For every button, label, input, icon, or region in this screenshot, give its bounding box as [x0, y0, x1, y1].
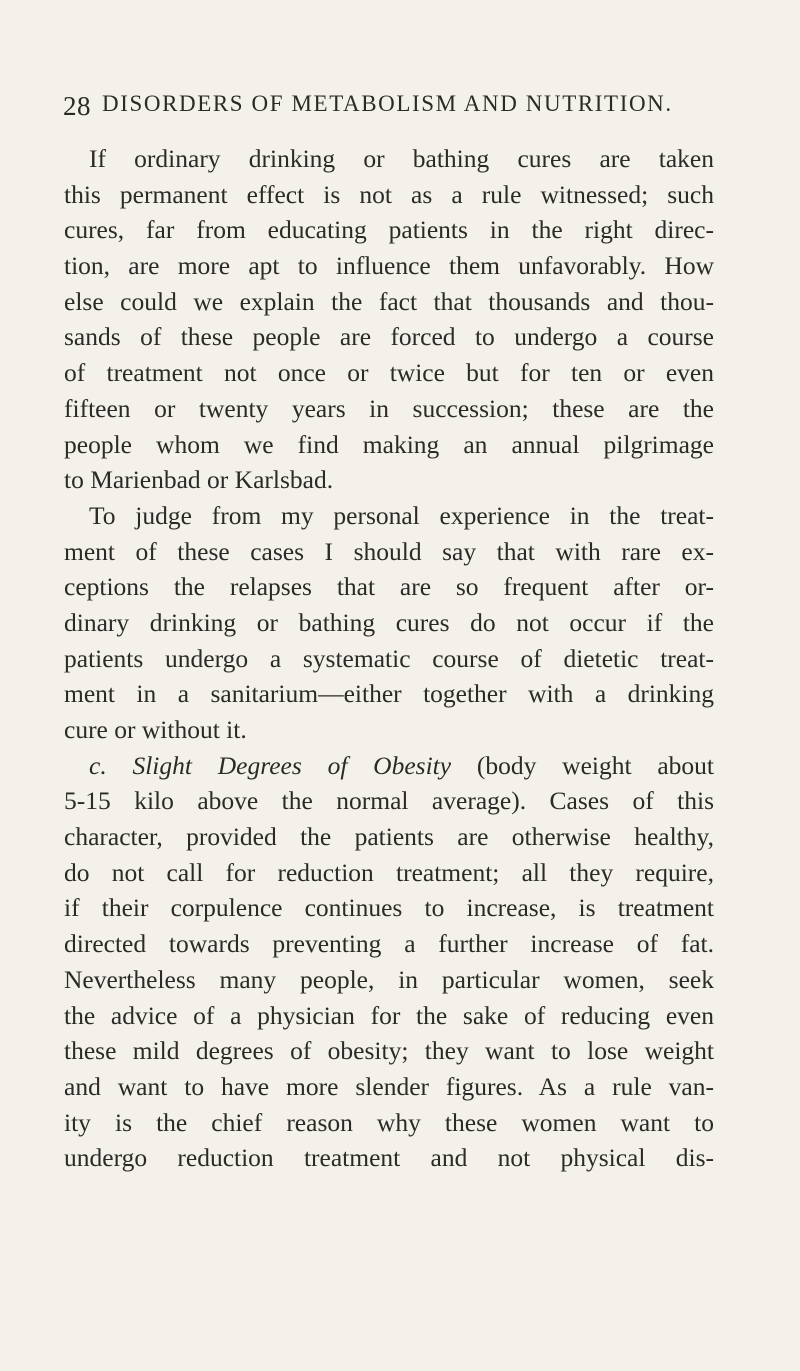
- running-head: [63, 91, 703, 127]
- text-line: patients undergo a systematic course of dietetic treat-: [64, 643, 714, 673]
- section-heading-line: [64, 748, 714, 784]
- running-head-title: DISORDERS OF METABOLISM AND NUTRITION.: [102, 91, 673, 116]
- text-line: ment of these cases I should say that with rare ex-: [64, 536, 714, 566]
- text-line: this permanent effect is not as a rule witnessed; such: [64, 179, 714, 209]
- text-line: fifteen or twenty years in succession; these are the: [64, 393, 714, 423]
- text-line: Nevertheless many people, in particular women, seek: [64, 964, 714, 994]
- text-line: else could we explain the fact that thousands and thou-: [64, 286, 714, 316]
- text-line: ity is the chief reason why these women want to: [64, 1107, 714, 1137]
- text-line: the advice of a physician for the sake of reducing even: [64, 1000, 714, 1030]
- text-line: directed towards preventing a further increase of fat.: [64, 929, 714, 959]
- text-line: ment in a sanitarium—either together with a drinking: [64, 679, 714, 709]
- text-line: If ordinary drinking or bathing cures are taken: [89, 144, 714, 173]
- text-line: dinary drinking or bathing cures do not occur if the: [64, 607, 714, 637]
- text-fragment: (body weight about: [476, 750, 715, 780]
- text-line: these mild degrees of obesity; they want to lose weight: [64, 1036, 714, 1066]
- text-line: ceptions the relapses that are so frequent after or-: [64, 572, 714, 602]
- text-line: cure or without it.: [64, 715, 247, 744]
- text-line: of treatment not once or twice but for ten or even: [64, 358, 714, 388]
- text-line: cures, far from educating patients in the right direc-: [64, 215, 714, 245]
- page-number: 28: [63, 91, 91, 121]
- text-line: 5-15 kilo above the normal average). Cases of this: [64, 786, 714, 816]
- text-line: character, provided the patients are otherwise healthy,: [64, 822, 714, 852]
- text-line: people whom we find making an annual pilgrimage: [64, 429, 714, 459]
- text-line: undergo reduction treatment and not physical dis-: [64, 1143, 714, 1173]
- text-line: to Marienbad or Karlsbad.: [64, 465, 334, 495]
- section-heading: c. Slight Degrees of Obesity: [89, 750, 452, 780]
- text-line: do not call for reduction treatment; all they require,: [64, 857, 714, 887]
- text-line: and want to have more slender figures. As a rule van-: [64, 1071, 714, 1101]
- text-line: if their corpulence continues to increase, is treatment: [64, 893, 714, 923]
- text-line: To judge from my personal experience in the treat-: [89, 500, 714, 530]
- text-line: sands of these people are forced to undergo a course: [64, 322, 714, 352]
- text-line: tion, are more apt to influence them unfavorably. How: [64, 251, 714, 281]
- body-text: [64, 141, 714, 1176]
